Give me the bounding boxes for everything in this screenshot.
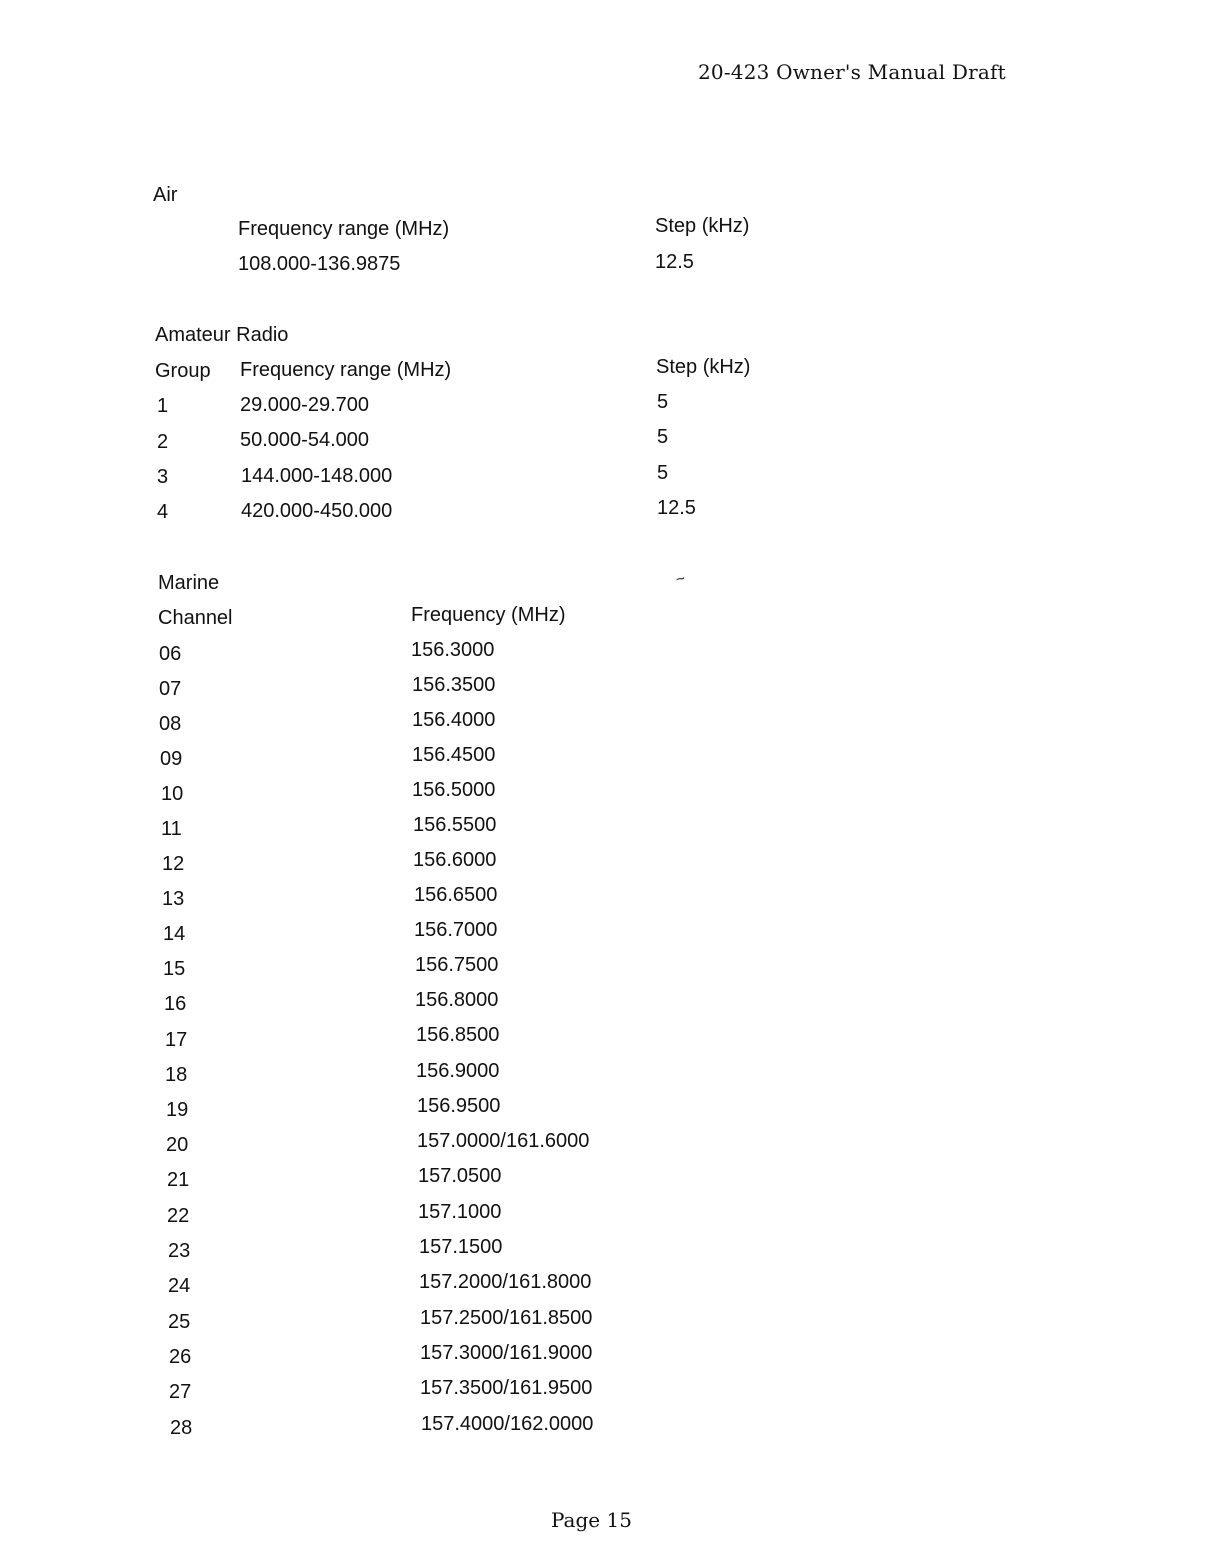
- marine-frequency-17: 156.8500: [416, 1024, 500, 1046]
- amateur-group-1: 1: [157, 395, 169, 417]
- marine-section-title: Marine: [158, 572, 220, 594]
- marine-channel-27: 27: [169, 1381, 192, 1403]
- marine-channel-24: 24: [168, 1275, 191, 1297]
- amateur-group-3: 3: [157, 466, 169, 488]
- marine-channel-13: 13: [162, 888, 185, 910]
- page-header: 20-423 Owner's Manual Draft: [698, 60, 1006, 84]
- marine-channel-11: 11: [161, 818, 182, 840]
- air-step-value: 12.5: [655, 251, 694, 273]
- marine-frequency-28: 157.4000/162.0000: [421, 1413, 594, 1435]
- marine-channel-12: 12: [162, 853, 185, 875]
- marine-channel-08: 08: [159, 713, 182, 735]
- amateur-frequency-2: 50.000-54.000: [240, 429, 370, 451]
- marine-channel-10: 10: [161, 783, 184, 805]
- air-step-header: Step (kHz): [655, 215, 750, 237]
- amateur-group-2: 2: [157, 431, 169, 453]
- air-frequency-value: 108.000-136.9875: [238, 253, 401, 275]
- marine-frequency-07: 156.3500: [412, 674, 496, 696]
- marine-channel-14: 14: [163, 923, 186, 945]
- marine-frequency-27: 157.3500/161.9500: [420, 1377, 593, 1399]
- marine-channel-25: 25: [168, 1311, 191, 1333]
- marine-frequency-26: 157.3000/161.9000: [420, 1342, 593, 1364]
- marine-frequency-11: 156.5500: [413, 814, 497, 836]
- marine-channel-07: 07: [159, 678, 182, 700]
- marine-channel-28: 28: [170, 1417, 193, 1439]
- air-section-title: Air: [153, 184, 178, 206]
- marine-channel-20: 20: [166, 1134, 189, 1156]
- amateur-frequency-3: 144.000-148.000: [241, 465, 393, 487]
- amateur-section-title: Amateur Radio: [155, 324, 289, 346]
- marine-frequency-header: Frequency (MHz): [411, 604, 566, 626]
- marine-frequency-21: 157.0500: [418, 1165, 502, 1187]
- amateur-frequency-header: Frequency range (MHz): [240, 359, 452, 381]
- marine-frequency-15: 156.7500: [415, 954, 499, 976]
- marine-frequency-09: 156.4500: [412, 744, 496, 766]
- amateur-step-2: 5: [657, 426, 669, 448]
- marine-channel-19: 19: [166, 1099, 189, 1121]
- marine-channel-18: 18: [165, 1064, 188, 1086]
- marine-frequency-12: 156.6000: [413, 849, 497, 871]
- amateur-group-4: 4: [157, 501, 169, 523]
- marine-frequency-18: 156.9000: [416, 1060, 500, 1082]
- marine-frequency-23: 157.1500: [419, 1236, 503, 1258]
- marine-channel-17: 17: [165, 1029, 188, 1051]
- marine-frequency-10: 156.5000: [412, 779, 496, 801]
- marine-channel-15: 15: [163, 958, 186, 980]
- page-number: Page 15: [551, 1508, 632, 1532]
- marine-frequency-24: 157.2000/161.8000: [419, 1271, 592, 1293]
- marine-frequency-25: 157.2500/161.8500: [420, 1307, 593, 1329]
- marine-frequency-22: 157.1000: [418, 1201, 502, 1223]
- amateur-frequency-4: 420.000-450.000: [241, 500, 393, 522]
- marine-channel-header: Channel: [158, 607, 233, 629]
- marine-frequency-19: 156.9500: [417, 1095, 501, 1117]
- amateur-group-header: Group: [155, 360, 211, 382]
- air-frequency-header: Frequency range (MHz): [238, 218, 450, 240]
- marine-channel-26: 26: [169, 1346, 192, 1368]
- marine-frequency-16: 156.8000: [415, 989, 499, 1011]
- marine-channel-21: 21: [167, 1169, 190, 1191]
- amateur-frequency-1: 29.000-29.700: [240, 394, 370, 416]
- marine-frequency-20: 157.0000/161.6000: [417, 1130, 590, 1152]
- marine-channel-16: 16: [164, 993, 187, 1015]
- marine-channel-06: 06: [159, 643, 182, 665]
- marine-frequency-13: 156.6500: [414, 884, 498, 906]
- marine-frequency-14: 156.7000: [414, 919, 498, 941]
- amateur-step-3: 5: [657, 462, 669, 484]
- stray-mark: ~: [673, 570, 688, 589]
- marine-frequency-08: 156.4000: [412, 709, 496, 731]
- marine-channel-23: 23: [168, 1240, 191, 1262]
- amateur-step-4: 12.5: [657, 497, 696, 519]
- marine-frequency-06: 156.3000: [411, 639, 495, 661]
- marine-channel-22: 22: [167, 1205, 190, 1227]
- amateur-step-header: Step (kHz): [656, 356, 751, 378]
- marine-channel-09: 09: [160, 748, 183, 770]
- amateur-step-1: 5: [657, 391, 669, 413]
